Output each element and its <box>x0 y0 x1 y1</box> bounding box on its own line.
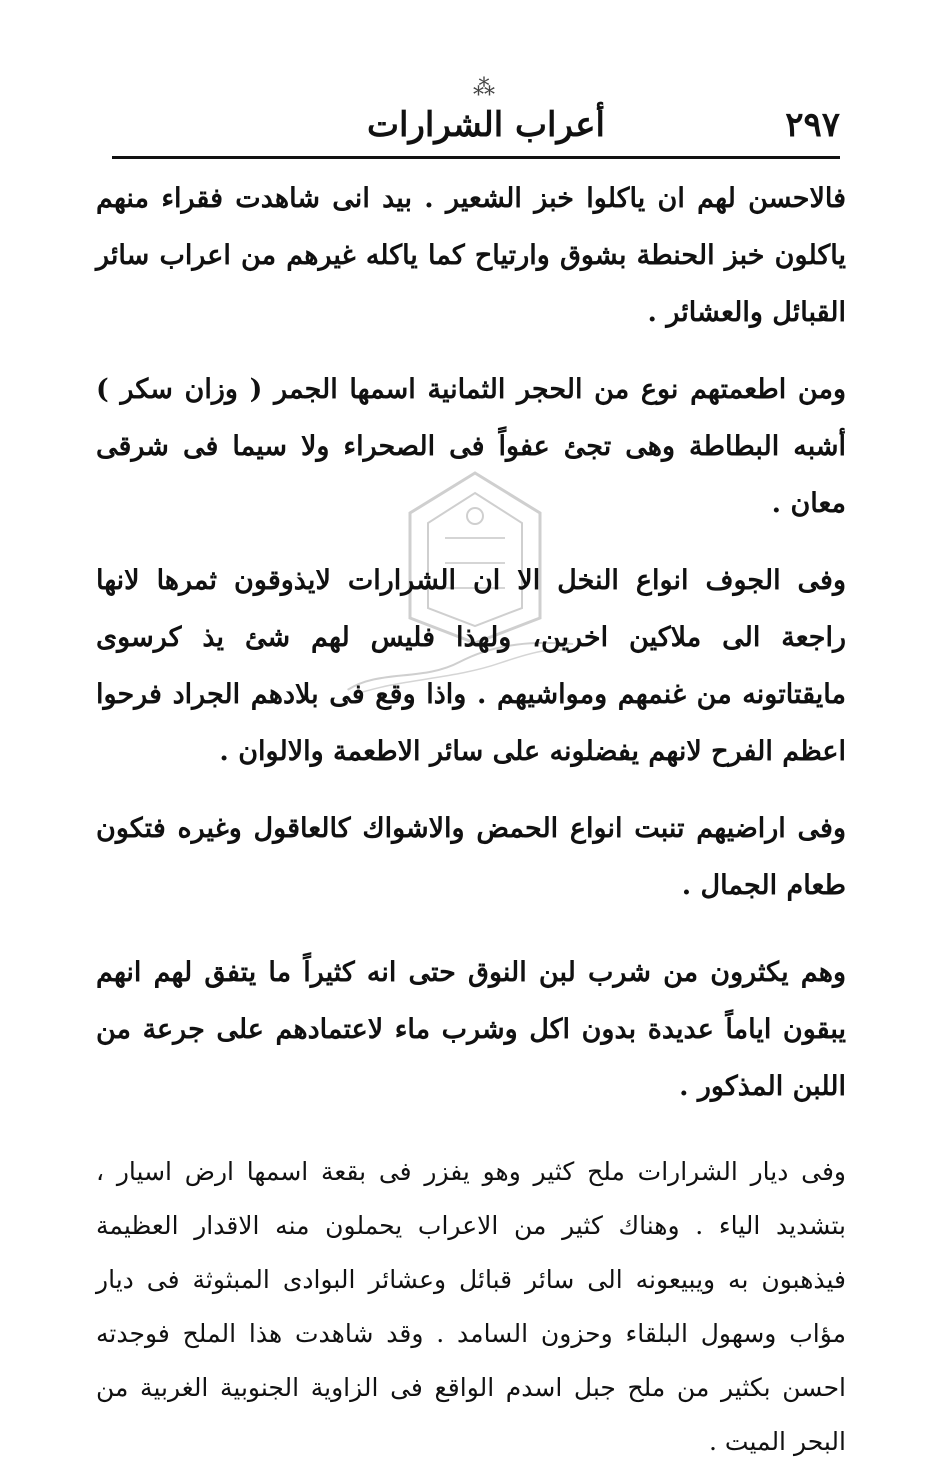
paragraph-1: فالاحسن لهم ان ياكلوا خبز الشعير . بيد انى شاهدت فقراء منهم ياكلون خبز الحنطة بشوق وارتياح كما ياكله غيرهم من اعراب سائر القبائل والعشائر . <box>96 183 846 328</box>
running-title: أعراب الشرارات <box>367 105 605 145</box>
paragraph-3: وفى الجوف انواع النخل الا ان الشرارات لايذوقون ثمرها لانها راجعة الى ملاكين اخرين، ولهذا فليس لهم شئ يذ كرسوى مايقتاتونه من غنمهم ومواشيهم . واذا وقع فى بلادهم الجراد فرحوا اعظم الفرح لانهم يفضلونه على سائر الاطعمة والالوان . <box>96 565 846 767</box>
page-header <box>110 76 840 148</box>
page-number: ٢٩٧ <box>785 105 840 145</box>
ornament-icon: ⁂ <box>473 76 495 101</box>
paragraph-5: وهم يكثرون من شرب لبن النوق حتى انه كثيراً ما يتفق لهم انهم يبقون اياماً عديدة بدون اكل وشرب ماء لاعتمادهم على جرعة من اللبن المذكور . <box>96 957 846 1102</box>
body-text <box>96 170 846 1469</box>
header-rule <box>112 156 840 159</box>
paragraph-4: وفى اراضيهم تنبت انواع الحمض والاشواك كالعاقول وغيره فتكون طعام الجمال . <box>96 813 846 901</box>
paragraph-2: ومن اطعمتهم نوع من الحجر الثمانية اسمها الجمر ( وزان سكر ) أشبه البطاطة وهى تجئ عفواً فى الصحراء ولا سيما فى شرقى معان . <box>96 374 846 519</box>
paragraph-6: وفى ديار الشرارات ملح كثير وهو يفزر فى بقعة اسمها ارض اسيار ، بتشديد الياء . وهناك كثير من الاعراب يحملون منه الاقدار العظيمة فيذهبون به ويبيعونه الى سائر قبائل وعشائر البوادى المبثوثة فى ديار مؤاب وسهول البلقاء وحزون السامد . وقد شاهدت هذا الملح فوجدته احسن بكثير من ملح جبل اسدم الواقع فى الزاوية الجنوبية الغربية من البحر الميت . <box>96 1157 846 1456</box>
